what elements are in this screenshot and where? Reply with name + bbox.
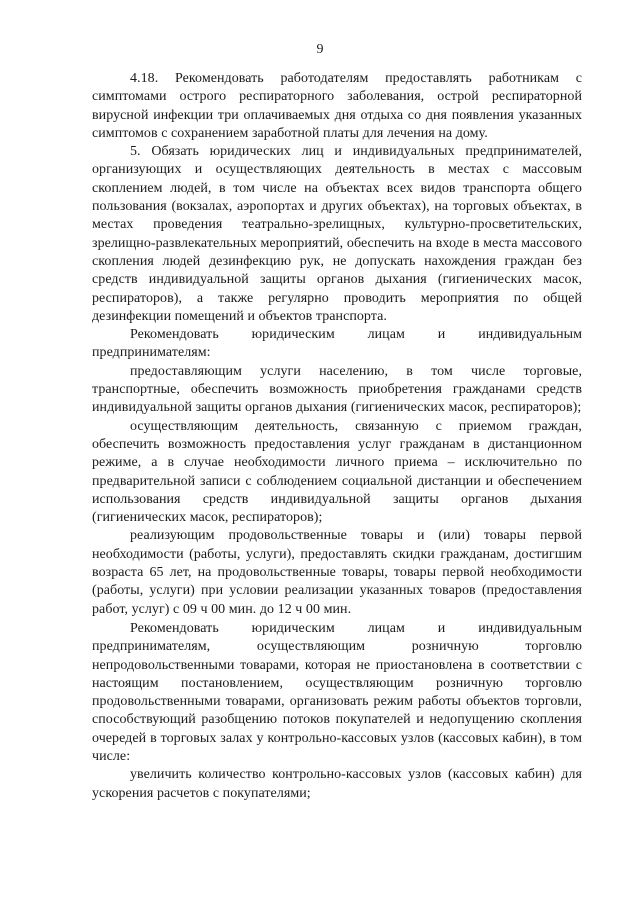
page-number: 9 bbox=[316, 42, 324, 57]
paragraph-receiving-citizens: осуществляющим деятельность, связанную с приемом граждан, обеспечить возможность предоставления услуг гражданам в дистанционном режиме, а в случае необходимости личного приема – исключительно по предварительной записи с соблюдением социальной дистанции и обеспечением использования средств индивидуальной защиты органов дыхания (гигиенических масок, респираторов); bbox=[92, 418, 582, 526]
paragraph-retail-trade: Рекомендовать юридическим лицам и индивидуальным предпринимателям, осуществляющим розничную торговлю непродовольственными товарами, которая не приостановлена в соответствии с настоящим постановлением, осуществляющим розничную торговлю продовольственными товарами, организовать режим работы объектов торговли, способствующий разобщению потоков покупателей и недопущению скопления очередей в торговых залах у контрольно-кассовых узлов (кассовых кабин), в том числе: bbox=[92, 620, 582, 764]
paragraph-cash-registers: увеличить количество контрольно-кассовых узлов (кассовых кабин) для ускорения расчетов с покупателями; bbox=[92, 767, 582, 801]
paragraph-providing-services: предоставляющим услуги населению, в том числе торговые, транспортные, обеспечить возможность приобретения гражданами средств индивидуальной защиты органов дыхания (гигиенических масок, респираторов); bbox=[92, 363, 582, 416]
document-body bbox=[92, 70, 582, 803]
paragraph-selling-food: реализующим продовольственные товары и (или) товары первой необходимости (работы, услуги), предоставлять скидки гражданам, достигшим возраста 65 лет, на продовольственные товары, товары первой необходимости (работы, услуги) при условии реализации указанных товаров (предоставления работ, услуг) с 09 ч 00 мин. до 12 ч 00 мин. bbox=[92, 528, 582, 617]
paragraph-5: 5. Обязать юридических лиц и индивидуальных предпринимателей, организующих и осуществляющих деятельность в местах с массовым скоплением людей, в том числе на объектах всех видов транспорта общего пользования (вокзалах, аэропортах и других объектах), на торговых объектах, в местах проведения театрально-зрелищных, культурно-просветительских, зрелищно-развлекательных мероприятий, обеспечить на входе в места массового скопления людей дезинфекцию рук, не допускать нахождения граждан без средств индивидуальной защиты органов дыхания (гигиенических масок, респираторов), а также регулярно проводить мероприятия по общей дезинфекции помещений и объектов транспорта. bbox=[92, 144, 582, 324]
paragraph-recommend-entrepreneurs: Рекомендовать юридическим лицам и индивидуальным предпринимателям: bbox=[92, 327, 582, 361]
paragraph-4-18: 4.18. Рекомендовать работодателям предоставлять работникам с симптомами острого респираторного заболевания, острой респираторной вирусной инфекции три оплачиваемых дня отдыха со дня появления указанных симптомов с сохранением заработной платы для лечения на дому. bbox=[92, 71, 582, 141]
